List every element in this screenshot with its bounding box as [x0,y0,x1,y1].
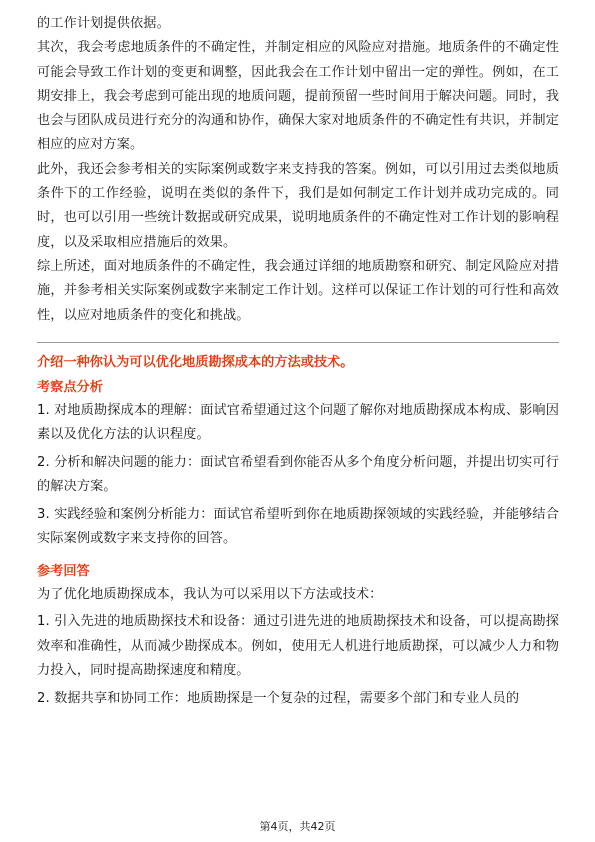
document-page [37,12,559,711]
analysis-heading: 考察点分析 [37,379,103,395]
body-paragraph: 的工作计划提供依据。 [37,16,170,31]
answer-intro: 为了优化地质勘探成本，我认为可以采用以下方法或技术： [37,586,383,602]
body-paragraph: 综上所述，面对地质条件的不确定性，我会通过详细的地质勘察和研究、制定风险应对措施，并参考相关实际案例或数字来制定工作计划。这样可以保证工作计划的可行性和高效性，以应对地质条件的变化和挑战。 [37,258,559,323]
body-paragraph: 此外，我还会参考相关的实际案例或数字来支持我的答案。例如，可以引用过去类似地质条件下的工作经验，说明在类似的条件下，我们是如何制定工作计划并成功完成的。同时，也可以引用一些统计数据或研究成果，说明地质条件的不确定性对工作计划的影响程度，以及采取相应措施后的效果。 [37,161,559,250]
analysis-item: 2. 分析和解决问题的能力：面试官希望看到你能否从多个角度分析问题，并提出切实可行的解决方案。 [37,454,559,495]
analysis-item: 3. 实践经验和案例分析能力：面试官希望听到你在地质勘探领域的实践经验，并能够结合实际案例或数字来支持你的回答。 [37,506,559,547]
body-paragraph: 其次，我会考虑地质条件的不确定性，并制定相应的风险应对措施。地质条件的不确定性可能会导致工作计划的变更和调整，因此我会在工作计划中留出一定的弹性。例如，在工期安排上，我会考虑到可能出现的地质问题，提前预留一些时间用于解决问题。同时，我也会与团队成员进行充分的沟通和协作，确保大家对地质条件的不确定性有共识，并制定相应的应对方案。 [37,40,559,153]
answer-item: 2. 数据共享和协同工作：地质勘探是一个复杂的过程，需要多个部门和专业人员的 [37,690,520,706]
section-divider [37,342,559,343]
page-number: 第4页，共42页 [259,820,336,833]
answer-item: 1. 引入先进的地质勘探技术和设备：通过引进先进的地质勘探技术和设备，可以提高勘探效率和准确性，从而减少勘探成本。例如，使用无人机进行地质勘探，可以减少人力和物力投入，同时提高勘探速度和精度。 [37,614,559,679]
question-title: 介绍一种你认为可以优化地质勘探成本的方法或技术。 [37,354,354,370]
analysis-item: 1. 对地质勘探成本的理解：面试官希望通过这个问题了解你对地质勘探成本构成、影响因素以及优化方法的认识程度。 [37,402,559,443]
answer-heading: 参考回答 [37,563,90,579]
